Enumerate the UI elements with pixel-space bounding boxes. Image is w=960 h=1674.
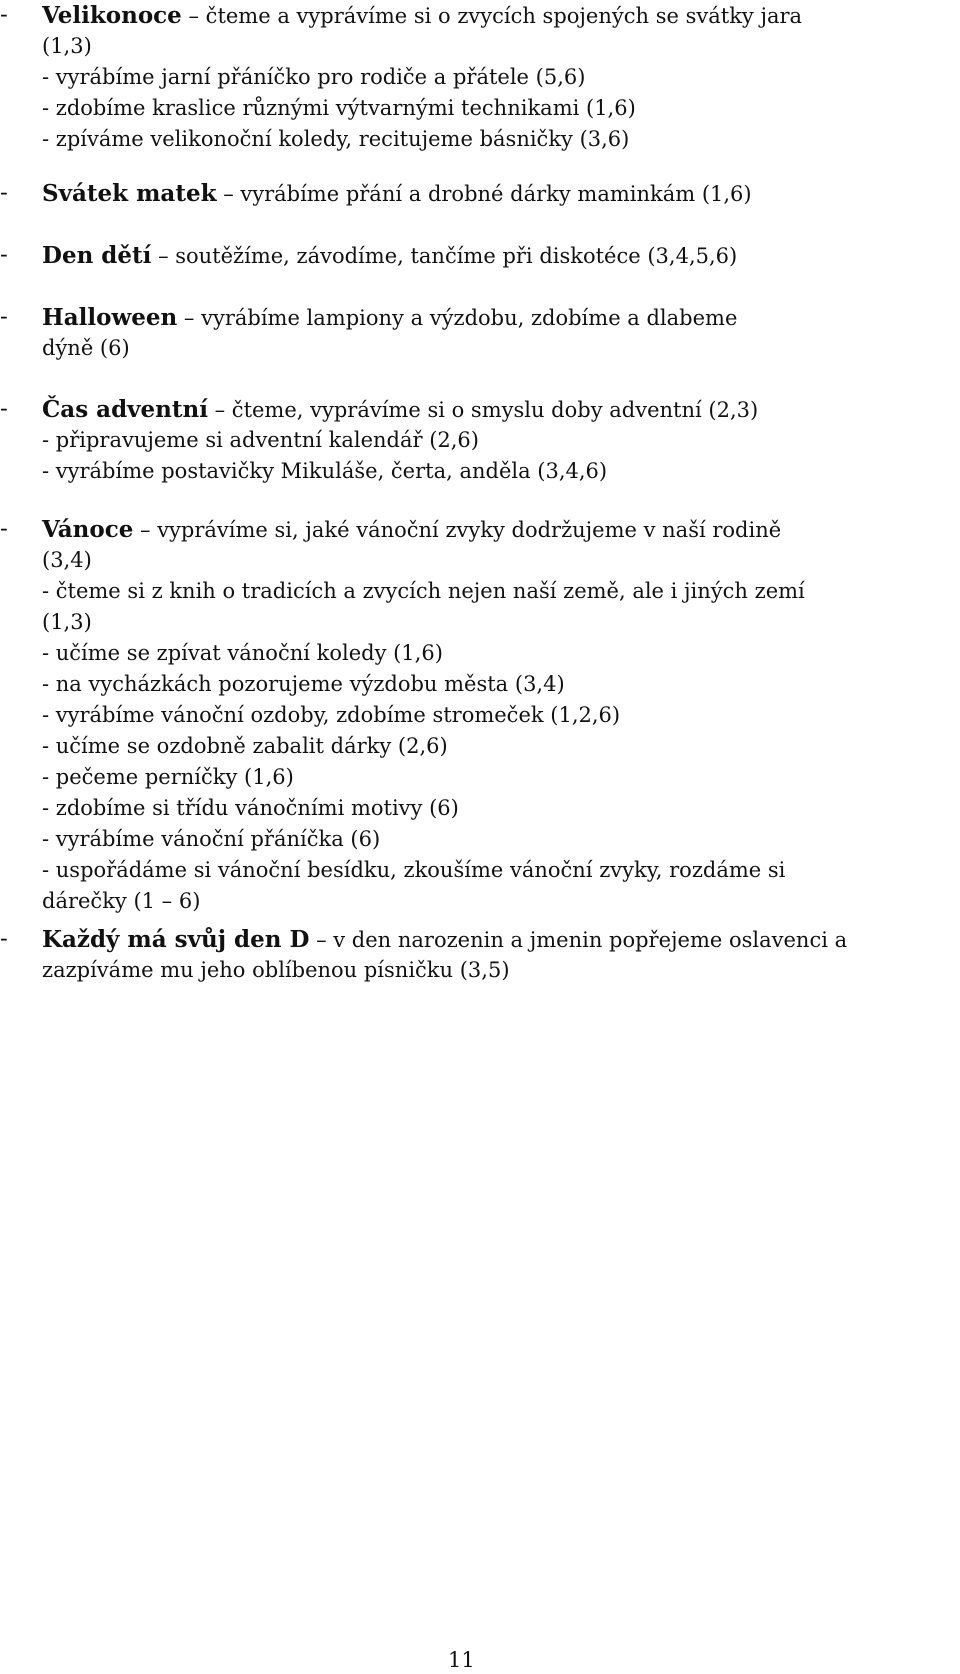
item-line: (3,4) [42, 548, 92, 572]
item-line [42, 240, 960, 271]
item-title: Svátek matek [42, 180, 217, 207]
list-bullet: - [0, 926, 8, 952]
sub-item: - učíme se ozdobně zabalit dárky (2,6) [42, 734, 448, 758]
item-line [42, 514, 960, 545]
list-item-body [42, 924, 960, 986]
list-bullet: - [0, 516, 8, 542]
item-line [42, 394, 960, 425]
list-bullet: - [0, 396, 8, 422]
list-item-body [42, 302, 960, 364]
item-line: zazpíváme mu jeho oblíbenou písničku (3,5) [42, 958, 510, 982]
list-bullet: - [0, 180, 8, 206]
sub-item: dárečky (1 – 6) [42, 889, 201, 913]
item-text: – vyrábíme přání a drobné dárky maminkám (1,6) [216, 182, 752, 206]
list-bullet: - [0, 2, 8, 28]
item-text: – v den narozenin a jmenin popřejeme oslavenci a [309, 928, 848, 952]
item-line: (1,3) [42, 34, 92, 58]
sub-item: - zdobíme kraslice různými výtvarnými technikami (1,6) [42, 96, 636, 120]
item-title: Velikonoce [42, 2, 182, 29]
item-line: dýně (6) [42, 336, 130, 360]
item-line [42, 924, 960, 955]
item-line [42, 302, 960, 333]
sub-item: - pečeme perníčky (1,6) [42, 765, 294, 789]
item-text: – soutěžíme, závodíme, tančíme při diskotéce (3,4,5,6) [151, 244, 738, 268]
item-line [42, 178, 960, 209]
list-item-body [42, 0, 960, 155]
item-text: – vyrábíme lampiony a výzdobu, zdobíme a dlabeme [177, 306, 738, 330]
page-number: 11 [448, 1648, 475, 1672]
list-item-body [42, 240, 960, 271]
sub-item: - zdobíme si třídu vánočními motivy (6) [42, 796, 459, 820]
item-title: Den dětí [42, 242, 152, 269]
sub-item: (1,3) [42, 610, 92, 634]
list-item-body [42, 514, 960, 917]
item-title: Vánoce [42, 516, 134, 543]
item-text: – čteme a vyprávíme si o zvycích spojených se svátky jara [181, 4, 803, 28]
sub-item: - vyrábíme vánoční přáníčka (6) [42, 827, 381, 851]
sub-item: - na vycházkách pozorujeme výzdobu města (3,4) [42, 672, 565, 696]
list-bullet: - [0, 242, 8, 268]
sub-item: - vyrábíme postavičky Mikuláše, čerta, anděla (3,4,6) [42, 459, 608, 483]
item-title: Halloween [42, 304, 178, 331]
sub-item: - čteme si z knih o tradicích a zvycích nejen naší země, ale i jiných zemí [42, 579, 805, 603]
item-title: Každý má svůj den D [42, 926, 310, 953]
sub-item: - vyrábíme jarní přáníčko pro rodiče a přátele (5,6) [42, 65, 586, 89]
sub-item: - připravujeme si adventní kalendář (2,6) [42, 428, 479, 452]
sub-item: - zpíváme velikonoční koledy, recitujeme básničky (3,6) [42, 127, 630, 151]
sub-item: - uspořádáme si vánoční besídku, zkoušíme vánoční zvyky, rozdáme si [42, 858, 786, 882]
item-line [42, 0, 960, 31]
item-title: Čas adventní [42, 396, 208, 423]
list-bullet: - [0, 304, 8, 330]
item-text: – vyprávíme si, jaké vánoční zvyky dodržujeme v naší rodině [133, 518, 782, 542]
sub-item: - vyrábíme vánoční ozdoby, zdobíme stromeček (1,2,6) [42, 703, 621, 727]
list-item-body [42, 178, 960, 209]
sub-item: - učíme se zpívat vánoční koledy (1,6) [42, 641, 443, 665]
item-text: – čteme, vyprávíme si o smyslu doby adventní (2,3) [207, 398, 759, 422]
list-item-body [42, 394, 960, 487]
